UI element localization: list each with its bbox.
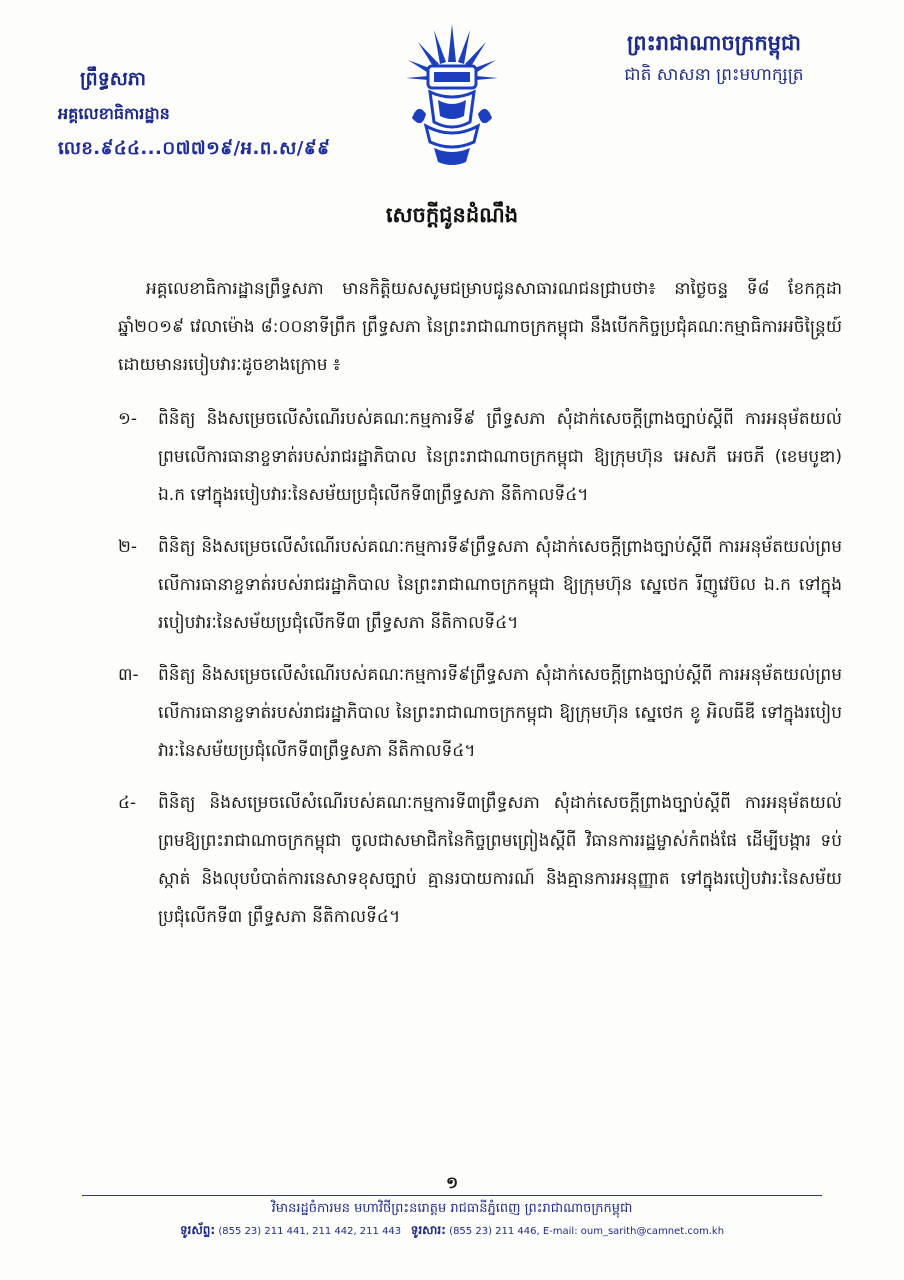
agenda-item-number: ៤-: [118, 793, 137, 813]
national-motto: ជាតិ សាសនា ព្រះមហាក្សត្រ: [624, 65, 804, 85]
kingdom-name: ព្រះរាជាណាចក្រកម្ពុជា: [626, 31, 801, 55]
agenda-item-number: ២-: [118, 537, 138, 557]
department-name: អគ្គលេខាធិការដ្ឋាន: [58, 104, 170, 123]
agenda-item-text: ពិនិត្យ និងសម្រេចលើសំណើរបស់គណៈកម្មការទី៩ព្រឹទ្ធសភា សុំដាក់សេចក្ដីព្រាងច្បាប់ស្ដីពី ការអនុម័តយល់ព្រមលើការធានាខ្ចទាត់របស់រាជរដ្ឋាភិបាល នៃព្រះរាជាណាចក្រកម្ពុជា ឱ្យក្រុមហ៊ុន ស្នេថេក ខូ អិលធីឌី ទៅក្នុងរបៀបវារៈនៃសម័យប្រជុំលើកទី៣ព្រឹទ្ធសភា នីតិកាលទី៤។: [158, 665, 842, 761]
agenda-item-text: ពិនិត្យ និងសម្រេចលើសំណើរបស់គណៈកម្មការទី៣ព្រឹទ្ធសភា សុំដាក់សេចក្ដីព្រាងច្បាប់ស្ដីពី ការអនុម័តយល់ព្រមឱ្យព្រះរាជាណាចក្រកម្ពុជា ចូលជាសមាជិកនៃកិច្ចព្រមព្រៀងស្ដីពី វិធានការរដ្ឋម្ចាស់កំពង់ផែ ដើម្បីបង្ការ ទប់ស្កាត់ និងលុបបំបាត់ការនេសាទខុសច្បាប់ គ្មានរបាយការណ៍ និងគ្មានការអនុញ្ញាត ទៅក្នុងរបៀបវារៈនៃសម័យប្រជុំលើកទី៣ ព្រឹទ្ធសភា នីតិកាលទី៤។: [158, 793, 842, 927]
intro-paragraph: អគ្គលេខាធិការដ្ឋានព្រឹទ្ធសភា មានកិត្តិយសសូមជម្រាបជូនសាធារណជនជ្រាបថា៖ នាថ្ងៃចន្ទ ទី៨ ខែកក្កដា ឆ្នាំ២០១៩ វេលាម៉ោង ៨:០០នាទីព្រឹក ព្រឹទ្ធសភា នៃព្រះរាជាណាចក្រកម្ពុជា នឹងបើកកិច្ចប្រជុំគណៈកម្មាធិការអចិន្ត្រៃយ៍ ដោយមានរបៀបវារៈដូចខាងក្រោម ៖: [118, 279, 842, 375]
footer: [82, 1199, 822, 1241]
agenda-item: [118, 528, 842, 642]
agenda-item: [118, 656, 842, 770]
agenda-item-text: ពិនិត្យ និងសម្រេចលើសំណើរបស់គណៈកម្មការទី៩ ព្រឹទ្ធសភា សុំដាក់សេចក្ដីព្រាងច្បាប់ស្ដីពី ការអនុម័តយល់ព្រមលើការធានាខ្ចទាត់របស់រាជរដ្ឋាភិបាល នៃព្រះរាជាណាចក្រកម្ពុជា ឱ្យក្រុមហ៊ុន អេសភី អេចភី (ខេមបូឌា) ឯ.ក ទៅក្នុងរបៀបវារៈនៃសម័យប្រជុំលើកទី៣ព្រឹទ្ធសភា នីតិកាលទី៤។: [158, 409, 842, 505]
agenda-item: [118, 400, 842, 514]
document-title: សេចក្ដីជូនដំណឹង: [385, 203, 519, 227]
header-left: [58, 66, 358, 162]
phone-numbers: (855 23) 211 441, 211 442, 211 443: [218, 1226, 402, 1237]
footer-contact: [82, 1221, 822, 1241]
reference-number: លេខ.៩៤៤...០៧៧១៩/អ.ព.ស/៩៩: [58, 138, 331, 159]
phone-label: ទូរស័ព្ទ:: [179, 1223, 216, 1237]
agenda-item: [118, 784, 842, 936]
fax-label: ទូរសារ:: [410, 1223, 446, 1237]
footer-address: វិមានរដ្ឋចំការមន មហាវិថីព្រះនរោត្តម រាជធានីភ្នំពេញ ព្រះរាជាណាចក្រកម្ពុជា: [271, 1201, 633, 1216]
agenda-item-number: ៣-: [118, 665, 139, 685]
org-name: ព្រឹទ្ធសភា: [80, 68, 146, 90]
agenda-list: [118, 400, 842, 950]
senate-emblem-icon: [404, 22, 500, 172]
page-number: ១: [445, 1173, 459, 1192]
header-right: [564, 28, 864, 88]
fax-email: (855 23) 211 446, E-mail: oum_sarith@camnet.com.kh: [449, 1226, 725, 1237]
agenda-item-text: ពិនិត្យ និងសម្រេចលើសំណើរបស់គណៈកម្មការទី៩ព្រឹទ្ធសភា សុំដាក់សេចក្ដីព្រាងច្បាប់ស្ដីពី ការអនុម័តយល់ព្រមលើការធានាខ្ចទាត់របស់រាជរដ្ឋាភិបាល នៃព្រះរាជាណាចក្រកម្ពុជា ឱ្យក្រុមហ៊ុន ស្នេថេក រីញូវេប៊ល ឯ.ក ទៅក្នុងរបៀបវារៈនៃសម័យប្រជុំលើកទី៣ ព្រឹទ្ធសភា នីតិកាលទី៤។: [158, 537, 842, 633]
agenda-item-number: ១-: [118, 409, 138, 429]
footer-divider: [82, 1195, 822, 1196]
